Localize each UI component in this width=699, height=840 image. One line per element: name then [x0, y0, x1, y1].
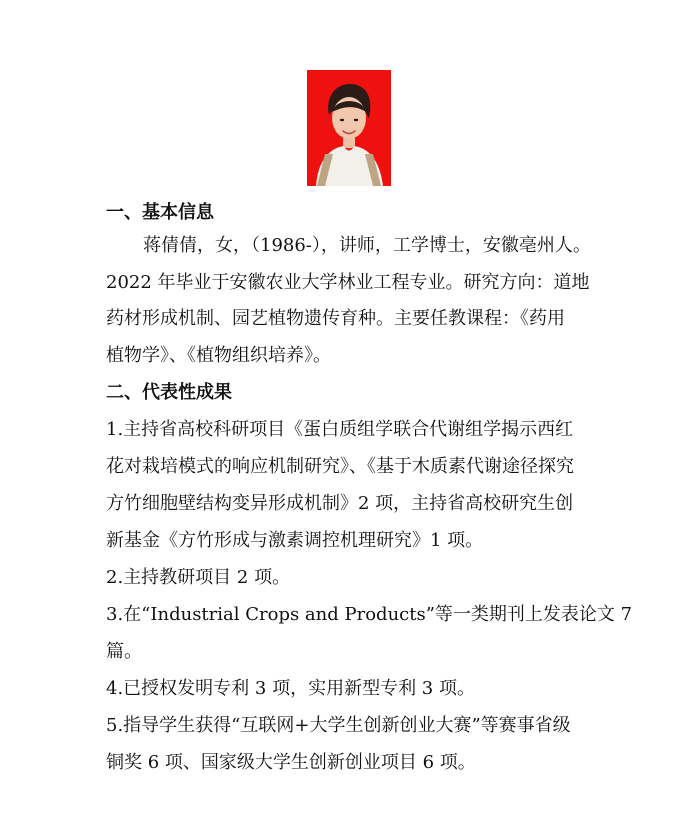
- achievement-line: 新基金《方竹形成与激素调控机理研究》1 项。: [106, 530, 484, 551]
- achievement-line: 篇。: [106, 641, 142, 662]
- achievement-line: 5.指导学生获得“互联网+大学生创新创业大赛”等赛事省级: [106, 715, 571, 736]
- achievement-line: 1.主持省高校科研项目《蛋白质组学联合代谢组学揭示西红: [106, 419, 574, 440]
- achievements-heading: 二、代表性成果: [106, 382, 232, 403]
- basic-info-line: 2022 年毕业于安徽农业大学林业工程专业。研究方向：道地: [106, 272, 590, 293]
- achievement-line: 铜奖 6 项、国家级大学生创新创业项目 6 项。: [106, 752, 476, 773]
- achievement-line: 2.主持教研项目 2 项。: [106, 567, 291, 588]
- basic-info-line: 蒋倩倩，女，（1986-），讲师，工学博士，安徽亳州人。: [143, 235, 591, 256]
- basic-info-heading: 一、基本信息: [106, 202, 214, 223]
- basic-info-line: 药材形成机制、园艺植物遗传育种。主要任教课程：《药用: [106, 308, 565, 329]
- profile-portrait-image: [307, 70, 391, 186]
- profile-photo: [307, 70, 391, 186]
- achievement-line: 3.在“Industrial Crops and Products”等一类期刊上发表论文 7: [106, 604, 633, 625]
- basic-info-line: 植物学》、《植物组织培养》。: [106, 345, 331, 366]
- achievement-line: 4.已授权发明专利 3 项，实用新型专利 3 项。: [106, 678, 475, 699]
- achievement-line: 花对栽培模式的响应机制研究》、《基于木质素代谢途径探究: [106, 456, 574, 477]
- achievement-line: 方竹细胞壁结构变异形成机制》2 项，主持省高校研究生创: [106, 493, 574, 514]
